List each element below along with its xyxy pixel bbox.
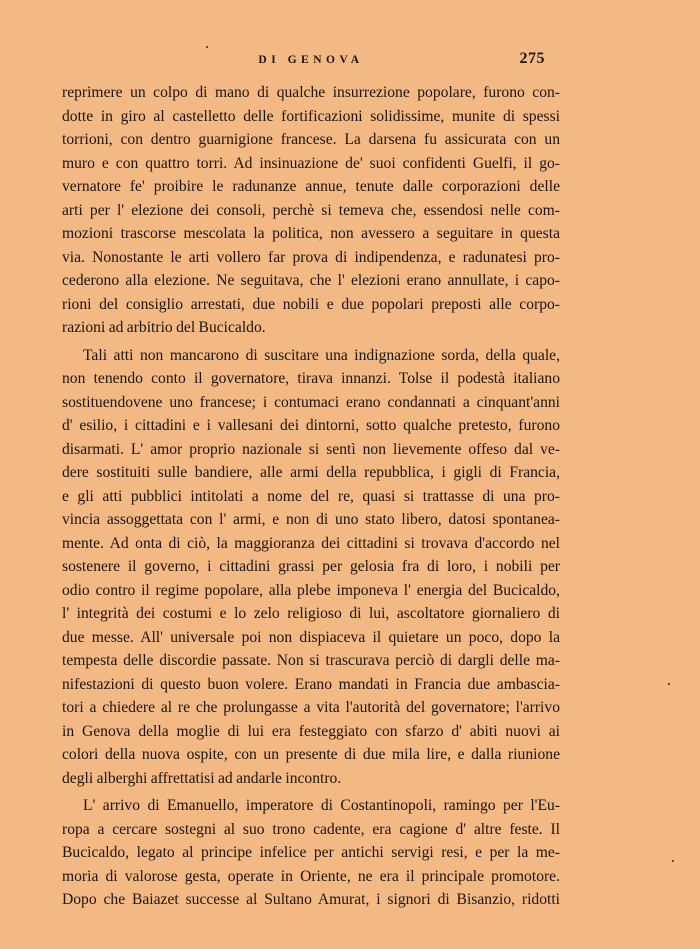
text-line: l' integrità dei costumi e lo zelo religioso di lui, ascoltatore giornaliero di <box>62 605 560 622</box>
paper-speck <box>672 860 674 862</box>
paper-speck <box>668 683 670 685</box>
text-line: Bucicaldo, legato al principe infelice per antichi servigi resi, e per la me- <box>62 844 560 861</box>
page-header <box>62 50 560 72</box>
text-line: ropa a cercare sostegni al suo trono cadente, era cagione d' altre feste. Il <box>62 820 560 838</box>
text-line: via. Nonostante le arti vollero far prova di indipendenza, e radunatesi pro- <box>62 248 560 266</box>
text-line: vernatore fe' proibire le radunanze annue, tenute dalle corporazioni delle <box>62 178 560 195</box>
text-line: nifestazioni di questo buon volere. Erano mandati in Francia due ambascia- <box>62 675 560 693</box>
text-line: mozioni trascorse mescolata la politica, non avessero a seguitare in questa <box>62 225 560 242</box>
text-line: dotte in giro al castelletto delle fortificazioni solidissime, munite di spessi <box>62 107 560 125</box>
text-line: tempesta delle discordie passate. Non si trascurava perciò di dargli delle ma- <box>62 652 560 669</box>
text-line: arti per l' elezione dei consoli, perchè si temeva che, essendosi nelle com- <box>62 201 560 219</box>
page-number: 275 <box>519 50 545 67</box>
paragraph-3 <box>62 794 560 912</box>
paragraph-2 <box>62 344 560 791</box>
text-line: vincia assoggettata con l' armi, e non di uno stato libero, datosi spontanea- <box>62 511 560 528</box>
text-line: e gli atti pubblici intitolati a nome del re, quasi si trattasse di una pro- <box>62 487 560 505</box>
text-line: odio contro il regime popolare, alla plebe imponeva l' energia del Bucicaldo, <box>62 581 560 599</box>
text-line: cederono alla elezione. Ne seguitava, che l' elezioni erano annullate, i capo- <box>62 272 560 289</box>
text-line: reprimere un colpo di mano di qualche insurrezione popolare, furono con- <box>62 84 560 101</box>
text-line: disarmati. L' amor proprio nazionale si sentì non lievemente offeso dal ve- <box>62 440 560 458</box>
text-line: moria di valorose gesta, operate in Oriente, ne era il principale promotore. <box>62 867 560 885</box>
text-line: in Genova della moglie di lui era festeggiato con sfarzo d' abiti nuovi ai <box>62 722 560 740</box>
text-line: sostenere il governo, i cittadini grassi per gelosia fra di loro, i nobili per <box>62 558 560 575</box>
text-line: L' arrivo di Emanuello, imperatore di Costantinopoli, ramingo per l'Eu- <box>83 797 560 814</box>
text-line: degli alberghi affrettatisi ad andarle incontro. <box>62 769 342 787</box>
text-line: tori a chiedere al re che prolungasse a vita l'autorità del governatore; l'arrivo <box>62 699 560 716</box>
paragraph-1 <box>62 81 560 340</box>
text-line: Dopo che Baiazet successe al Sultano Amurat, i signori di Bisanzio, ridotti <box>62 891 560 908</box>
text-line: non tenendo conto il governatore, tirava innanzi. Tolse il podestà italiano <box>62 370 560 387</box>
text-line: colori della nuova ospite, con un presente di due mila lire, e dalla riunione <box>62 746 560 763</box>
page-body <box>62 81 560 912</box>
text-line: razioni ad arbitrio del Bucicaldo. <box>62 319 266 336</box>
text-line: due messe. All' universale poi non dispiaceva il quietare un poco, dopo la <box>62 628 560 646</box>
paper-speck <box>206 46 208 48</box>
text-line: Tali atti non mancarono di suscitare una indignazione sorda, della quale, <box>83 346 560 364</box>
book-page <box>62 50 560 912</box>
text-line: torrioni, con dentro guarnigione francese. La darsena fu assicurata con un <box>62 131 560 148</box>
text-line: rioni del consiglio arrestati, due nobili e due popolari preposti alle corpo- <box>62 295 560 313</box>
running-title: DI GENOVA <box>258 54 364 66</box>
text-line: dere sostituiti sulle bandiere, alle armi della repubblica, i gigli di Francia, <box>62 464 560 481</box>
text-line: d' esilio, i cittadini e i vallesani dei dintorni, sotto qualche pretesto, furono <box>62 417 560 434</box>
text-line: mente. Ad onta di ciò, la maggioranza dei cittadini si trovava d'accordo nel <box>62 534 560 552</box>
text-line: muro e con quattro torri. Ad insinuazione de' suoi confidenti Guelfi, il go- <box>62 154 560 172</box>
text-line: sostituendovene uno francese; i contumaci erano condannati a cinquant'anni <box>62 393 560 411</box>
